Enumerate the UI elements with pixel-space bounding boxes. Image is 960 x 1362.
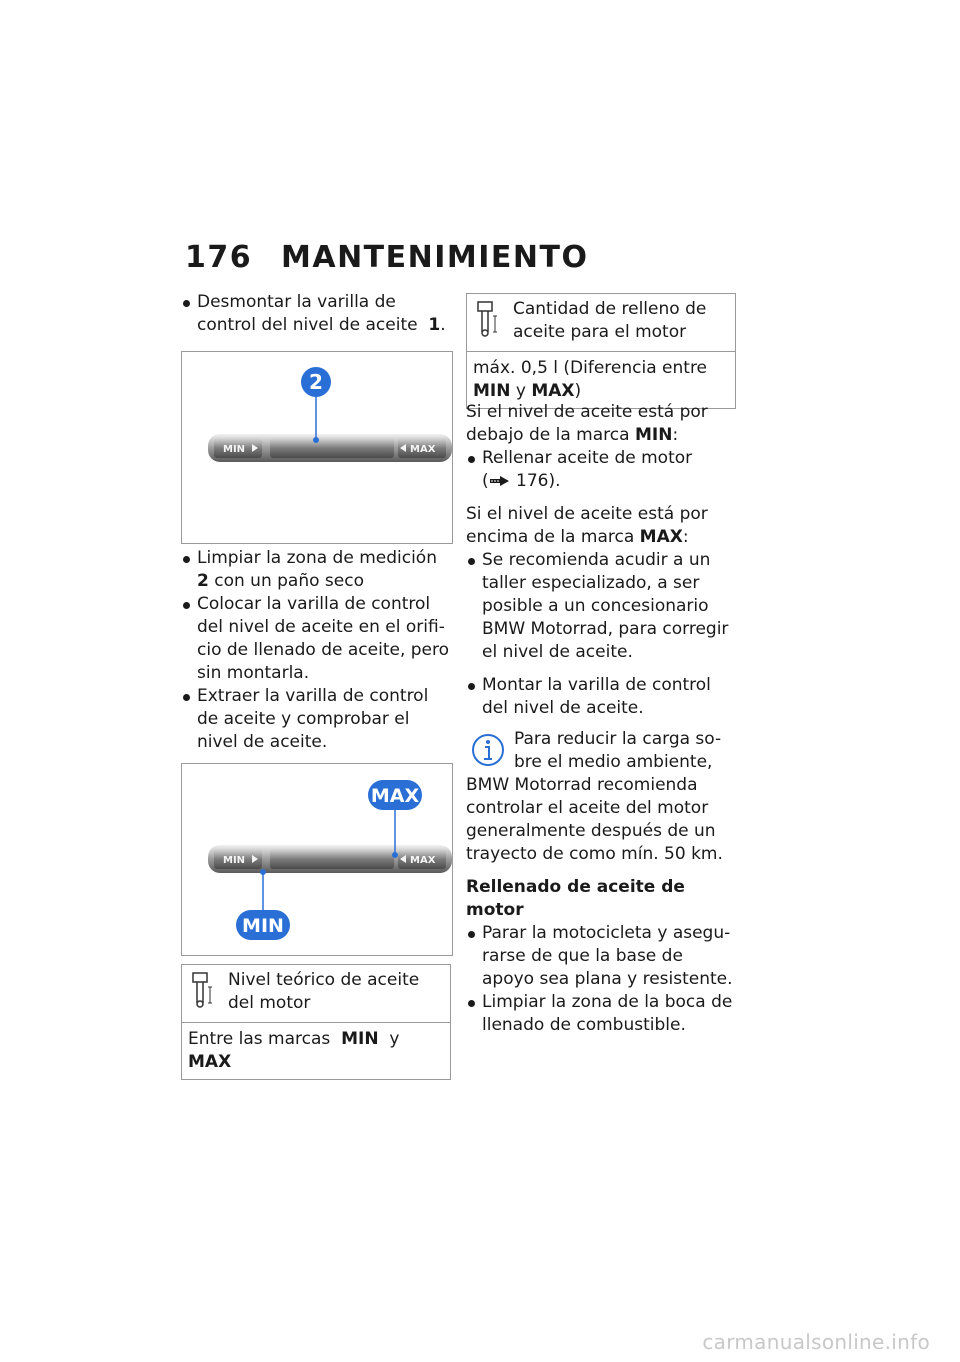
dipstick-figure-2 [181,763,453,956]
list-item: Limpiar la zona de la boca de llenado de combustible. [466,991,738,1037]
page-reference-arrow-icon [489,475,511,487]
list-item: Extraer la varilla de control de aceite y comprobar el nivel de aceite. [181,685,451,754]
page-header [185,240,589,275]
right-column-text [466,401,738,1037]
left-column-middle [181,547,451,754]
info-icon [470,732,506,768]
spec-value: máx. 0,5 l (Diferencia entre MIN y MAX) [473,358,708,401]
dipstick-image [182,352,452,543]
page-number: 176 [185,240,253,275]
spec-table-oil-level [181,964,451,1080]
spec-title: Cantidad de relleno de aceite para el motor [513,299,707,342]
paragraph: Si el nivel de aceite está por encima de la marca MAX: [466,504,708,547]
spec-value: Entre las marcas MIN y MAX [188,1029,400,1072]
callout-max-label: MAX [370,785,420,807]
page-title: MANTENIMIENTO [281,240,589,275]
oil-dipstick-icon [473,298,513,345]
list-item: Colocar la varilla de control del nivel de aceite en el orifi- cio de llenado de aceite, pero sin montarla. [181,593,451,685]
list-item: Limpiar la zona de medición 2 con un paño seco [181,547,451,593]
list-item: Rellenar aceite de motor ( 176). [466,447,738,493]
dipstick-figure-1 [181,351,453,544]
min-mark: MIN [223,444,246,455]
left-column-top [181,291,451,337]
section-title: Rellenado de aceite de motor [466,877,685,920]
spec-title: Nivel teórico de aceite del motor [228,970,420,1013]
min-mark: MIN [223,855,246,866]
list-item: Se recomienda acudir a un taller especializado, a ser posible a un concesionario BMW Motorrad, para corregir el nivel de aceite. [466,549,738,664]
info-note: Para reducir la carga so- bre el medio ambiente, BMW Motorrad recomienda controlar el aceite del motor generalmente después de un trayecto de como mín. 50 km. [466,729,723,864]
oil-dipstick-icon [188,969,228,1016]
list-item: Desmontar la varilla de control del nivel de aceite 1. [181,291,451,337]
list-item: Montar la varilla de control del nivel de aceite. [466,674,738,720]
max-mark: MAX [410,444,436,455]
ref-number: 1 [428,315,441,335]
max-mark: MAX [410,855,436,866]
dipstick-image [182,764,452,955]
spec-table-oil-fill [466,293,736,409]
callout-label: 2 [309,370,323,394]
callout-min-label: MIN [242,915,284,937]
watermark: carmanualsonline.info [702,1330,930,1354]
paragraph: Si el nivel de aceite está por debajo de la marca MIN: [466,402,708,445]
ref-number: 2 [197,571,209,591]
list-item: Parar la motocicleta y asegu- rarse de que la base de apoyo sea plana y resistente. [466,922,738,991]
